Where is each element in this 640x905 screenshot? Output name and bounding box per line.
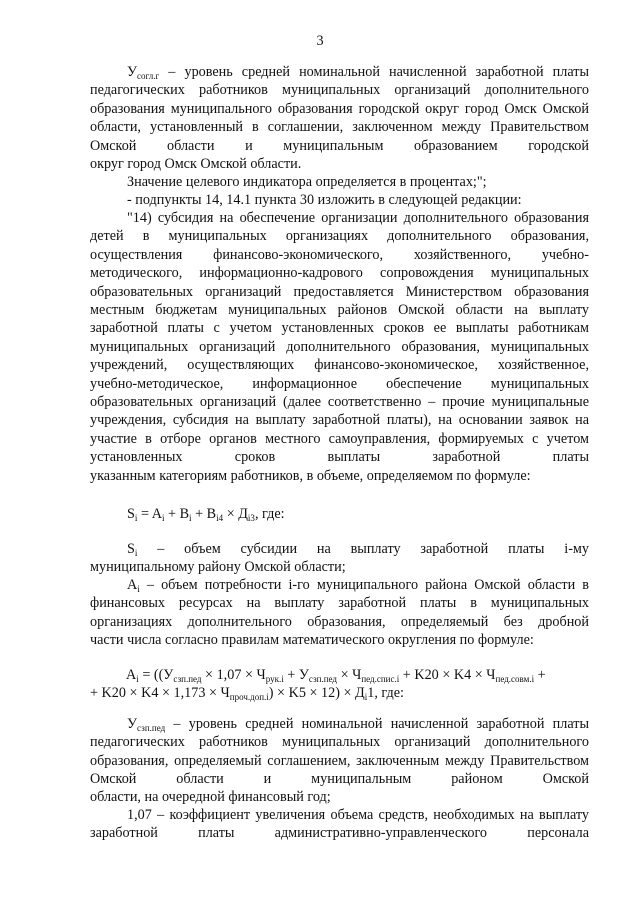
symbol-u-subscript: согл.г	[137, 71, 160, 81]
paragraph-last-line: округ город Омск Омской области.	[90, 156, 302, 172]
formula-a-line-2: + $K20 \times K4 \times 1,173 \times Ч_{проч.доп.i}) \times K5 \times 12) \times Д_i1$, где:	[90, 685, 404, 702]
paragraph-subclauses: - подпункты 14, 14.1 пункта 30 изложить в следующей редакции:	[127, 192, 522, 208]
symbol-u: У	[127, 64, 138, 80]
page-number: 3	[316, 33, 324, 49]
paragraph-last-line: области, на очередной финансовый год;	[90, 789, 331, 805]
paragraph-last-line: муниципальному району Омской области;	[90, 559, 346, 575]
paragraph-coefficient-107: 1,07 – коэффициент увеличения объема средств, необходимых на выплату заработной платы административно-управленческого персонала	[90, 807, 589, 842]
paragraph-salary-level-definition	[90, 63, 589, 155]
paragraph-salary-level-district: $У_{сзп.пед}$ – уровень средней номинальной начисленной заработной платы педагогических работников муниципальных организаций дополнительного образования, определяемый соглашением, заключенным между Правительством Омской области и муниципальным районом Омской	[90, 716, 589, 788]
paragraph-a-definition: $A_i$ – объем потребности i-го муниципального района Омской области в финансовых ресурсах на выплату заработной платы в муниципальных организациях дополнительного образования, определяемый без дробной	[90, 577, 589, 630]
paragraph-target-indicator: Значение целевого индикатора определяется в процентах;";	[127, 174, 487, 190]
paragraph-subsidy-14: "14) субсидия на обеспечение организации дополнительного образования детей в муниципальных организациях дополнительного образования, осуществления финансово-экономического, хозяйственного, учебно-методического, информационно-кадрового сопровождения муниципальных образовательных организаций предоставляется Министерством образования местным бюджетам муниципальных районов Омской области на выплату заработной платы с учетом установленных сроков ее выплаты работникам муниципальных организаций дополнительного образования, муниципальных учреждений, осуществляющих финансово-экономическое, хозяйственное, учебно-методическое, информационное обеспечение муниципальных образовательных организаций (далее соответственно – прочие муниципальные учреждения, субсидия на выплату заработной платы), на основании заявок на участие в отборе органов местного самоуправления, формируемых с учетом установленных сроков выплаты заработной платы	[90, 210, 589, 466]
formula-subsidy: $S_i = A_i + B_i + B_{i4} \times Д_{i3}$, где:	[127, 506, 285, 523]
paragraph-last-line: части числа согласно правилам математического округления по формуле:	[90, 632, 534, 648]
paragraph-last-line: указанным категориям работников, в объеме, определяемом по формуле:	[90, 468, 531, 484]
formula-a-line-1: $A_i = ((У_{сзп.пед} \times 1,07 \times Ч_{рук.i} + У_{сзп.пед} \times Ч_{пед.спис.i} + K20 \times K4 \times Ч_{пед.совм.i}$ +	[126, 667, 546, 684]
paragraph-s-definition: $S_i$ – объем субсидии на выплату заработной платы i-му	[127, 541, 589, 558]
paragraph-text: – уровень средней номинальной начисленной заработной платы педагогических работников муниципальных организаций дополнительного образования муниципального образования городской округ город Омск Омской области, установленный в соглашении, заключенном между Правительством Омской области и муниципальным образованием городской	[90, 64, 589, 154]
